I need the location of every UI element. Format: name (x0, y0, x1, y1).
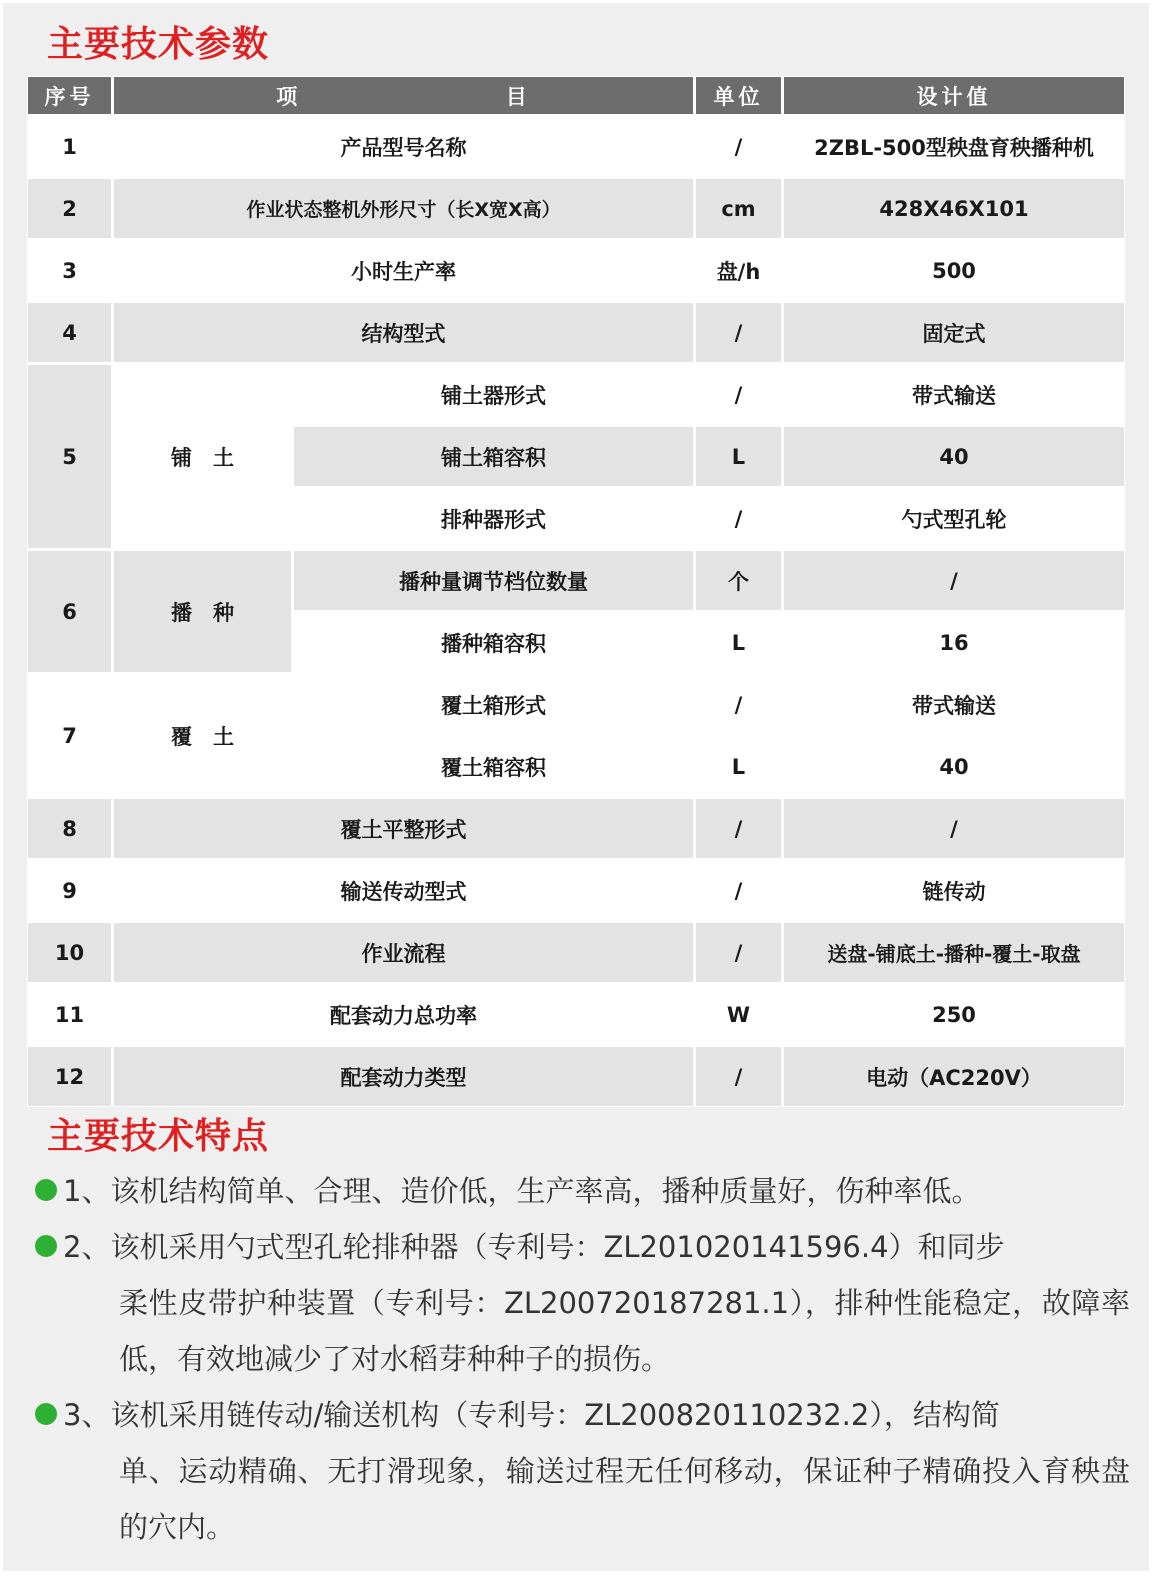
row-unit: L (696, 427, 784, 489)
row-value: 勺式型孔轮 (784, 489, 1124, 551)
row-value: 固定式 (784, 303, 1124, 365)
feature-item (35, 1219, 1130, 1387)
header-unit: 单位 (696, 77, 784, 117)
row-item: 配套动力类型 (114, 1047, 696, 1106)
row-value: 电动（AC220V） (784, 1047, 1124, 1106)
row-item: 覆土平整形式 (114, 799, 696, 861)
row-index: 3 (28, 241, 114, 303)
table-row (28, 985, 1124, 1047)
row-unit: / (696, 675, 784, 737)
row-unit: / (696, 303, 784, 365)
bullet-dot-icon (35, 1179, 57, 1201)
row-value: 2ZBL-500型秧盘育秧播种机 (784, 117, 1124, 179)
table-header-row (28, 77, 1124, 117)
row-value: / (784, 551, 1124, 613)
row-value: / (784, 799, 1124, 861)
table-row (28, 241, 1124, 303)
row-index: 5 (28, 365, 114, 551)
spec-table (27, 76, 1125, 1107)
row-unit: / (696, 799, 784, 861)
feature-text-continued: 单、运动精确、无打滑现象，输送过程无任何移动，保证种子精确投入育秧盘的穴内。 (119, 1454, 1130, 1544)
row-index: 12 (28, 1047, 114, 1106)
feature-list (35, 1163, 1130, 1555)
feature-text-continued: 柔性皮带护种装置（专利号：ZL200720187281.1），排种性能稳定，故障率低，有效地减少了对水稻芽种种子的损伤。 (119, 1286, 1130, 1376)
row-index: 10 (28, 923, 114, 985)
row-index: 9 (28, 861, 114, 923)
row-index: 6 (28, 551, 114, 675)
row-item: 覆土箱形式 (294, 675, 696, 737)
row-index: 2 (28, 179, 114, 241)
row-value: 带式输送 (784, 365, 1124, 427)
header-item-right: 目 (505, 84, 531, 109)
row-value: 送盘-铺底土-播种-覆土-取盘 (784, 923, 1124, 985)
row-unit: cm (696, 179, 784, 241)
feature-text: 2、该机采用勺式型孔轮排种器（专利号：ZL201020141596.4）和同步 (63, 1230, 1005, 1264)
row-unit: L (696, 737, 784, 799)
section-title-features: 主要技术特点 (47, 1116, 270, 1157)
row-item: 播种箱容积 (294, 613, 696, 675)
row-value: 40 (784, 737, 1124, 799)
row-group: 铺 土 (114, 365, 294, 551)
feature-item (35, 1387, 1130, 1555)
section-title-params: 主要技术参数 (47, 24, 270, 65)
header-index: 序号 (28, 77, 114, 117)
row-value: 带式输送 (784, 675, 1124, 737)
bullet-dot-icon (35, 1235, 57, 1257)
row-item: 结构型式 (114, 303, 696, 365)
row-item: 铺土箱容积 (294, 427, 696, 489)
table-row (28, 923, 1124, 985)
feature-text: 3、该机采用链传动/输送机构（专利号：ZL200820110232.2），结构简 (63, 1398, 1000, 1432)
feature-item (35, 1163, 1130, 1219)
header-value: 设计值 (784, 77, 1124, 117)
table-row (28, 551, 1124, 613)
row-unit: 盘/h (696, 241, 784, 303)
row-unit: / (696, 489, 784, 551)
table-row (28, 861, 1124, 923)
page (3, 3, 1149, 1571)
row-item: 播种量调节档位数量 (294, 551, 696, 613)
row-index: 1 (28, 117, 114, 179)
table-row (28, 1047, 1124, 1106)
row-value: 链传动 (784, 861, 1124, 923)
row-value: 428X46X101 (784, 179, 1124, 241)
row-value: 500 (784, 241, 1124, 303)
row-unit: / (696, 365, 784, 427)
row-index: 7 (28, 675, 114, 799)
feature-text: 1、该机结构简单、合理、造价低，生产率高，播种质量好，伤种率低。 (63, 1174, 981, 1208)
row-unit: / (696, 117, 784, 179)
row-index: 8 (28, 799, 114, 861)
row-value: 40 (784, 427, 1124, 489)
row-unit: 个 (696, 551, 784, 613)
row-group: 播 种 (114, 551, 294, 675)
header-item-left: 项 (276, 84, 302, 109)
table-row (28, 799, 1124, 861)
table-row (28, 179, 1124, 241)
row-item: 排种器形式 (294, 489, 696, 551)
row-item: 配套动力总功率 (114, 985, 696, 1047)
row-unit: W (696, 985, 784, 1047)
table-row (28, 303, 1124, 365)
row-group: 覆 土 (114, 675, 294, 799)
table-row (28, 365, 1124, 427)
row-item: 作业流程 (114, 923, 696, 985)
row-item: 作业状态整机外形尺寸（长X宽X高） (114, 179, 696, 241)
row-index: 11 (28, 985, 114, 1047)
row-item: 小时生产率 (114, 241, 696, 303)
row-item: 产品型号名称 (114, 117, 696, 179)
row-value: 250 (784, 985, 1124, 1047)
table-row (28, 675, 1124, 737)
table-row (28, 117, 1124, 179)
row-item: 铺土器形式 (294, 365, 696, 427)
row-unit: / (696, 1047, 784, 1106)
row-value: 16 (784, 613, 1124, 675)
row-unit: / (696, 923, 784, 985)
row-item: 输送传动型式 (114, 861, 696, 923)
row-index: 4 (28, 303, 114, 365)
row-item: 覆土箱容积 (294, 737, 696, 799)
row-unit: L (696, 613, 784, 675)
row-unit: / (696, 861, 784, 923)
header-item (114, 77, 696, 117)
bullet-dot-icon (35, 1403, 57, 1425)
